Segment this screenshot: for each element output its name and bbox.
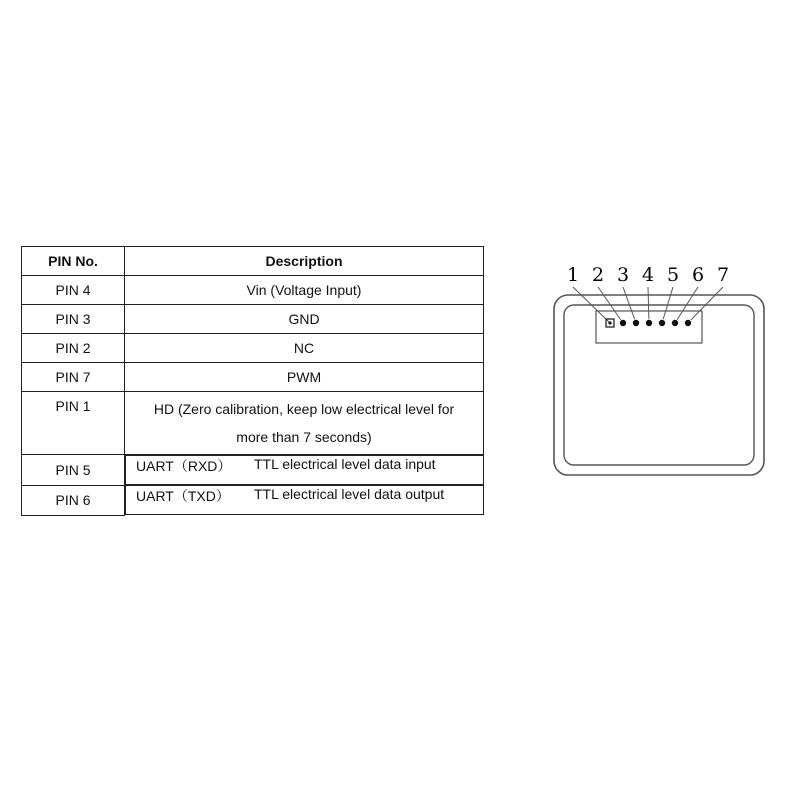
description-line-2: more than 7 seconds) [236,429,372,445]
description-cell: Vin (Voltage Input) [125,276,484,305]
pin-number-label: 4 [641,264,655,286]
table-row [22,485,484,515]
uart-description: TTL electrical level data output [254,486,445,502]
pin-cell: PIN 4 [22,276,125,305]
pin-3-dot [632,319,639,326]
pin-cell: PIN 3 [22,305,125,334]
table-header-row [22,247,484,276]
table-row [22,334,484,363]
description-cell [125,392,484,455]
pin-number-label: 3 [616,264,630,286]
uart-description: TTL electrical level data input [254,456,436,472]
description-cell [125,455,484,485]
pin-6-dot [671,319,678,326]
pin-7-dot [684,319,691,326]
pin-2-dot [619,319,626,326]
pin-cell: PIN 6 [22,485,125,515]
pin-number-label: 5 [666,264,680,286]
pin-table [21,246,484,516]
table-row [22,455,484,486]
header-description: Description [125,247,484,276]
pin-number-label: 6 [691,264,705,286]
pin-4-dot [645,319,652,326]
pin-cell: PIN 7 [22,363,125,392]
description-cell: GND [125,305,484,334]
description-cell [125,485,484,515]
pin-number-label: 7 [716,264,730,286]
pin-number-label: 2 [591,264,605,286]
table-row [22,305,484,334]
table-row [22,392,484,455]
table-row [22,276,484,305]
pin-cell: PIN 1 [22,392,125,455]
pin-number-label: 1 [566,264,580,286]
header-pin-no: PIN No. [22,247,125,276]
description-cell: NC [125,334,484,363]
description-cell: PWM [125,363,484,392]
pin-diagram [540,255,780,485]
uart-label: UART（TXD） [136,488,230,504]
pin-5-dot [658,319,665,326]
table-row [22,363,484,392]
pin-1-dot [608,321,611,324]
pin-cell: PIN 2 [22,334,125,363]
description-line-1: HD (Zero calibration, keep low electrical level for [153,401,455,417]
uart-label: UART（RXD） [136,458,232,474]
module-inner-outline [564,305,754,465]
pin-cell: PIN 5 [22,455,125,486]
